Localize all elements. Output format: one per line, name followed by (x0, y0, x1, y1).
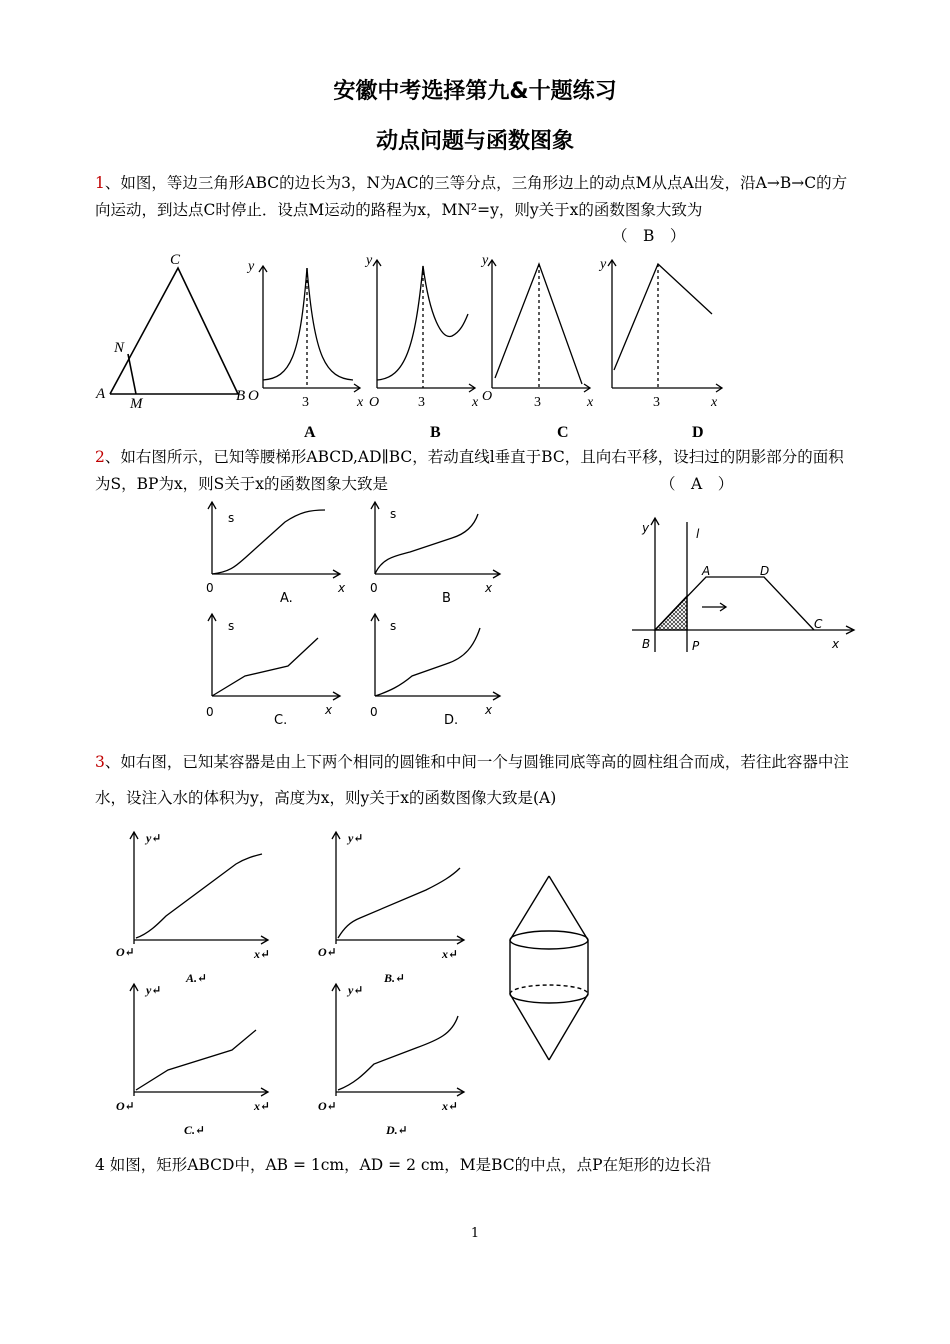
graph-3c-origin: O↵ (116, 1099, 135, 1113)
q1-option-d: D (692, 424, 704, 441)
fig2-a: A (702, 564, 711, 578)
graph-3d (332, 984, 464, 1096)
triangle-label-b: B (236, 388, 246, 404)
question-4-text: 4 如图，矩形ABCD中，AB = 1cm，AD = 2 cm，M是BC的中点，点P在矩形的边长沿 (95, 1156, 712, 1174)
graph-1b-x: x (472, 395, 479, 410)
graph-1a (259, 266, 360, 392)
graph-3a-label: A.↵ (186, 971, 208, 985)
question-1-answer: （ B ） (612, 227, 686, 245)
graph-3b-x: x↵ (442, 947, 459, 961)
graph-2d-label: D. (444, 713, 459, 728)
question-2-graphs (190, 496, 520, 736)
graph-1c-x: x (587, 395, 594, 410)
graph-2d-x: x (485, 703, 493, 717)
fig2-p: P (692, 639, 700, 653)
graph-3a-y: y↵ (146, 831, 162, 845)
graph-3c-label: C.↵ (184, 1123, 206, 1137)
graph-3a-origin: O↵ (116, 945, 135, 959)
graph-1c-tick: 3 (534, 395, 541, 410)
question-2-number: 2 (95, 448, 105, 466)
page-subtitle: 动点问题与函数图象 (375, 129, 574, 154)
question-1-number: 1 (95, 174, 105, 192)
fig2-b: B (642, 637, 651, 651)
graph-2b-origin: 0 (370, 581, 378, 595)
graph-1b-tick: 3 (418, 395, 425, 410)
graph-3d-y: y↵ (348, 983, 364, 997)
graph-2b-x: x (485, 581, 493, 595)
question-1-body: 、如图，等边三角形ABC的边长为3，N为AC的三等分点，三角形边上的动点M从点A出发，沿A→B→C的方向运动，到达点C时停止．设点M运动的路程为x，MN²=y，则y关于x的函数图象大致为 (95, 174, 848, 219)
graph-3a-x: x↵ (254, 947, 271, 961)
graph-3b-label: B.↵ (384, 971, 406, 985)
graph-3b (332, 832, 464, 944)
graph-1a-y: y (248, 259, 255, 274)
q1-option-a: A (304, 424, 316, 441)
triangle-label-c: C (170, 252, 181, 268)
page-title: 安徽中考选择第九&十题练习 (333, 79, 617, 104)
graph-1a-x: x (357, 395, 364, 410)
graph-1b-origin: O (369, 395, 380, 410)
question-2-body: 、如右图所示，已知等腰梯形ABCD,AD∥BC，若动直线l垂直于BC，且向右平移，设扫过的阴影部分的面积为S，BP为x，则S关于x的函数图象大致是 (95, 448, 844, 493)
graph-3b-origin: O↵ (318, 945, 337, 959)
question-3-graphs (108, 826, 478, 1146)
graph-1c-origin: O (482, 389, 493, 404)
graph-a-origin: O (248, 388, 259, 404)
graph-2b-s: s (390, 507, 397, 521)
fig2-d: D (760, 564, 770, 578)
triangle-label-n: N (114, 340, 125, 356)
graph-1c (488, 260, 590, 392)
graph-1b (373, 260, 475, 392)
q1-option-b: B (430, 424, 441, 441)
graph-2a-origin: 0 (206, 581, 214, 595)
triangle-label-m: M (130, 396, 143, 412)
graph-2b-label: B (442, 591, 451, 606)
question-2-answer: （ A ） (660, 475, 734, 493)
graph-2c-x: x (325, 703, 333, 717)
page-number: 1 (470, 1226, 480, 1241)
graph-1a-tick: 3 (302, 395, 309, 410)
fig2-y: y (642, 521, 650, 535)
graph-3d-label: D.↵ (386, 1123, 408, 1137)
graph-3a (130, 832, 268, 944)
question-2-trapezoid-figure (628, 512, 858, 662)
fig2-l: l (696, 527, 700, 541)
fig2-x: x (832, 637, 840, 651)
graph-1d (608, 260, 722, 392)
question-2-text (95, 444, 850, 498)
question-3-body: 、如右图，已知某容器是由上下两个相同的圆锥和中间一个与圆锥同底等高的圆柱组合而成，若往此容器中注水，设注入水的体积为y，高度为x，则y关于x的函数图像大致是(A) (95, 753, 849, 807)
graph-3c (130, 984, 268, 1096)
graph-2a-s: s (228, 511, 235, 525)
graph-2a-x: x (338, 581, 346, 595)
graph-2c-s: s (228, 619, 235, 633)
graph-2c-origin: 0 (206, 705, 214, 719)
graph-2a-label: A. (280, 591, 293, 606)
graph-2d-s: s (390, 619, 397, 633)
graph-3d-origin: O↵ (318, 1099, 337, 1113)
graph-1c-y: y (482, 253, 489, 268)
graph-1b-y: y (366, 253, 373, 268)
question-1-figures (90, 248, 730, 418)
triangle-label-a: A (96, 386, 106, 402)
graph-3b-y: y↵ (348, 831, 364, 845)
graph-2d-origin: 0 (370, 705, 378, 719)
fig2-c: C (814, 617, 823, 631)
graph-1d-x: x (711, 395, 718, 410)
graph-3d-x: x↵ (442, 1099, 459, 1113)
graph-2c-label: C. (274, 713, 288, 728)
q1-option-c: C (557, 424, 569, 441)
question-1-text (95, 170, 850, 224)
question-3-container-figure (502, 870, 598, 1066)
question-3-number: 3 (95, 753, 105, 771)
graph-3c-x: x↵ (254, 1099, 271, 1113)
question-3-text (95, 744, 850, 816)
triangle-figure (110, 268, 238, 394)
graph-3c-y: y↵ (146, 983, 162, 997)
graph-1d-y: y (600, 257, 607, 272)
graph-1d-tick: 3 (653, 395, 660, 410)
